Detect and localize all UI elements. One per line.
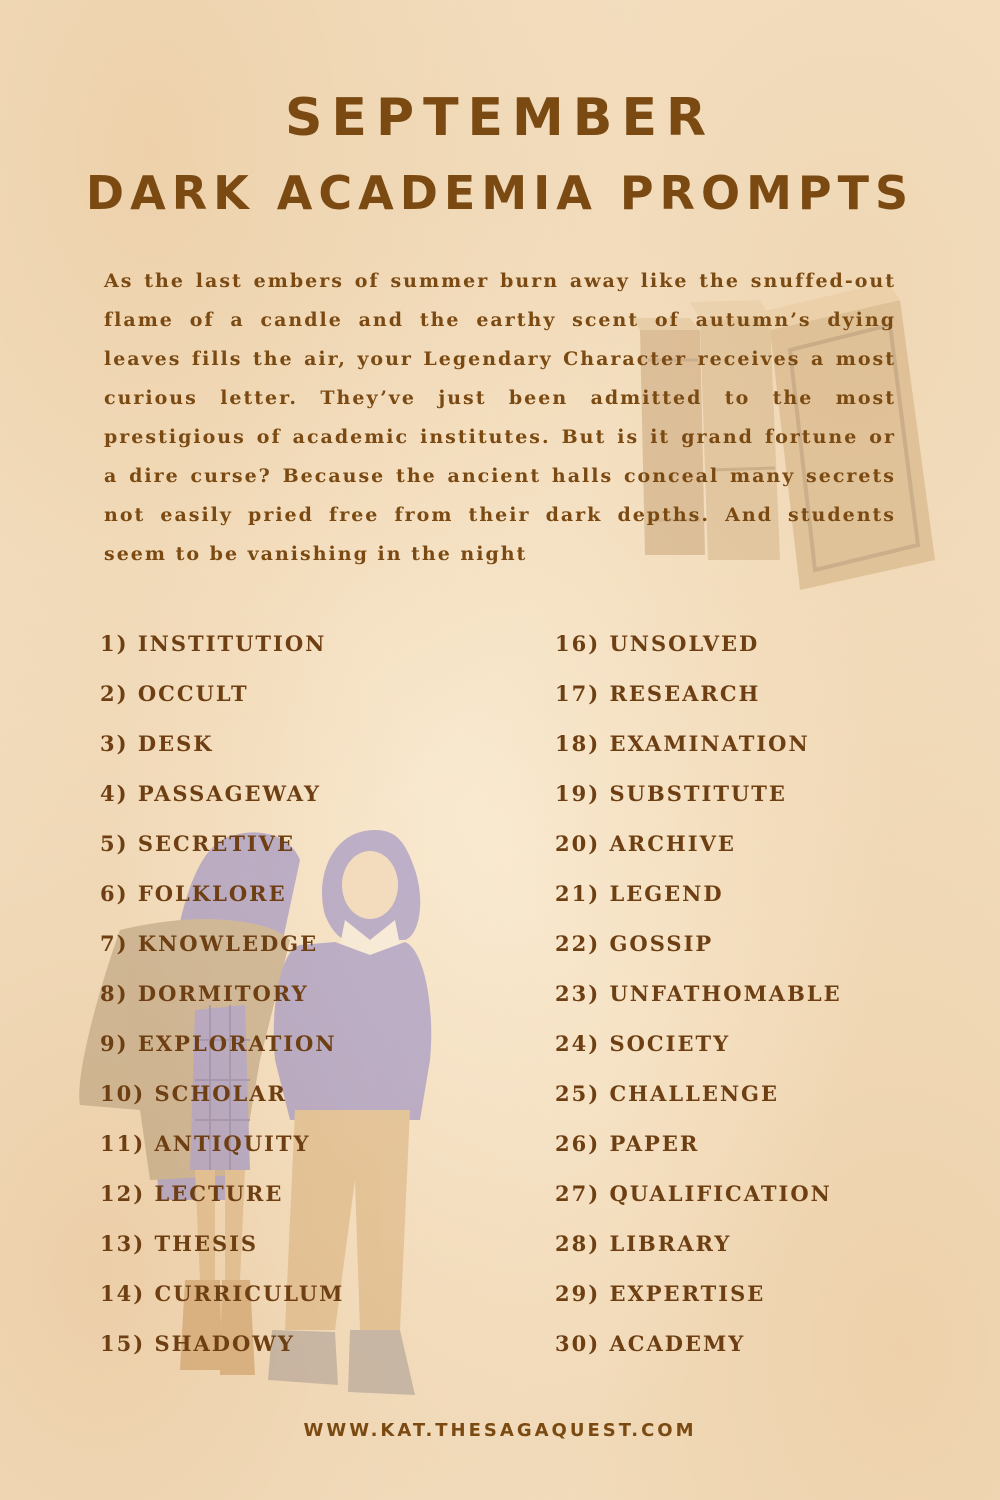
prompt-item: 12) LECTURE <box>100 1181 284 1206</box>
prompt-item: 2) OCCULT <box>100 681 249 706</box>
intro-paragraph: As the last embers of summer burn away like the snuffed-out flame of a candle and the earthy scent of autumn’s dying leaves fills the air, your Legendary Character receives a most curious letter. They’ve just been admitted to the most prestigious of academic institutes. But is it grand fortune or a dire curse? Because the ancient halls conceal many secrets not easily pried free from their dark depths. And students seem to be vanishing in the night <box>104 270 896 565</box>
prompt-item: 13) THESIS <box>100 1231 259 1256</box>
prompt-item: 16) UNSOLVED <box>555 631 760 656</box>
prompt-item: 6) FOLKLORE <box>100 881 287 906</box>
prompt-item: 29) EXPERTISE <box>555 1281 766 1306</box>
prompt-item: 25) CHALLENGE <box>555 1081 779 1106</box>
prompt-list-left <box>100 622 520 1372</box>
prompt-item: 4) PASSAGEWAY <box>100 781 321 806</box>
title-month: SEPTEMBER <box>284 88 716 148</box>
prompt-item: 20) ARCHIVE <box>555 831 736 856</box>
prompt-item: 3) DESK <box>100 731 214 756</box>
prompt-item: 14) CURRICULUM <box>100 1281 345 1306</box>
prompt-item: 24) SOCIETY <box>555 1031 731 1056</box>
prompt-item: 11) ANTIQUITY <box>100 1131 311 1156</box>
prompt-item: 17) RESEARCH <box>555 681 761 706</box>
prompt-item: 8) DORMITORY <box>100 981 309 1006</box>
footer-website: WWW.KAT.THESAGAQUEST.COM <box>303 1420 697 1441</box>
prompt-item: 5) SECRETIVE <box>100 831 295 856</box>
prompt-item: 23) UNFATHOMABLE <box>555 981 842 1006</box>
prompt-item: 26) PAPER <box>555 1131 700 1156</box>
prompt-item: 15) SHADOWY <box>100 1331 295 1356</box>
prompt-item: 30) ACADEMY <box>555 1331 746 1356</box>
prompt-item: 7) KNOWLEDGE <box>100 931 319 956</box>
prompt-item: 10) SCHOLAR <box>100 1081 287 1106</box>
prompt-item: 28) LIBRARY <box>555 1231 732 1256</box>
prompt-item: 1) INSTITUTION <box>100 631 327 656</box>
prompt-item: 22) GOSSIP <box>555 931 714 956</box>
prompt-item: 19) SUBSTITUTE <box>555 781 787 806</box>
prompt-item: 9) EXPLORATION <box>100 1031 337 1056</box>
prompt-item: 27) QUALIFICATION <box>555 1181 832 1206</box>
prompt-item: 18) EXAMINATION <box>555 731 810 756</box>
prompt-item: 21) LEGEND <box>555 881 724 906</box>
title-subject: DARK ACADEMIA PROMPTS <box>85 166 915 220</box>
prompt-list-right <box>555 622 975 1372</box>
